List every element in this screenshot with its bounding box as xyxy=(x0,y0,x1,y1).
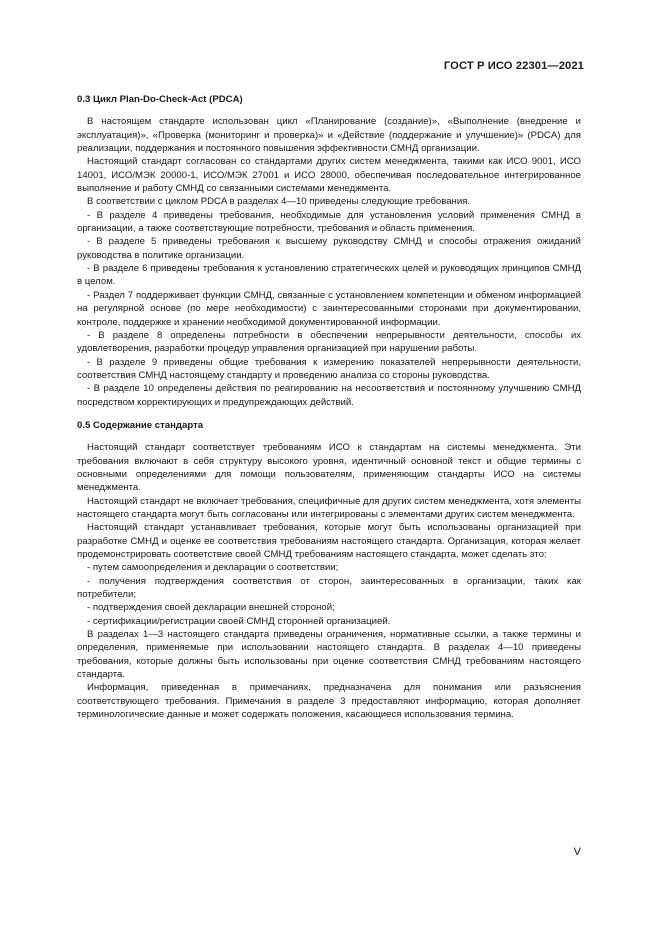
paragraph: - В разделе 10 определены действия по реагированию на несоответствия и постоянному улучшению СМНД посредством корректирующих и предупреждающих действий. xyxy=(77,383,581,408)
document-body xyxy=(77,93,581,721)
paragraph: Настоящий стандарт не включает требования, специфичные для других систем менеджмента, хотя элементы настоящего стандарта могут быть согласованы или интегрированы с элементами других систем менеджмента. xyxy=(77,495,581,520)
paragraph: В настоящем стандарте использован цикл «Планирование (создание)», «Выполнение (внедрение и эксплуатация)», «Проверка (мониторинг и проверка)» и «Действие (поддержание и улучшение)» (PDCA) для реализации, поддержания и постоянного повышения эффективности СМНД организации. xyxy=(77,116,581,155)
paragraph: Настоящий стандарт устанавливает требования, которые могут быть использованы организацией при разработке СМНД и оценке ее соответствия требованиям настоящего стандарта. Организация, которая желает продемонстрировать соответствие своей СМНД требованиям настоящего стандарта, может сделать это: xyxy=(77,522,581,560)
paragraph: - сертификации/регистрации своей СМНД сторонней организацией. xyxy=(87,615,391,627)
paragraph: - В разделе 8 определены потребности в обеспечении непрерывности деятельности, способы их удовлетворения, разработки процедур управления организацией при нарушении работы. xyxy=(77,329,581,355)
paragraph: Настоящий стандарт соответствует требованиям ИСО к стандартам на системы менеджмента. Эти требования включают в себя структуру высокого уровня, идентичный основной текст и общие термины с основными определениями для помощи пользователям, применяющим стандарты ИСО на системы менеджмента. xyxy=(77,442,581,494)
section-heading-0-5: 0.5 Содержание стандарта xyxy=(77,419,204,431)
paragraph: В разделах 1—3 настоящего стандарта приведены ограничения, нормативные ссылки, а также термины и определения, применяемые при использовании настоящего стандарта. В разделах 4—10 приведены требования, которые должны быть использованы при оценке соответствия СМНД требованиям настоящего стандарта. xyxy=(77,629,581,681)
document-header: ГОСТ Р ИСО 22301—2021 xyxy=(443,60,584,72)
paragraph: - путем самоопределения и декларации о соответствии; xyxy=(87,562,339,574)
section-0-5-body xyxy=(77,441,581,721)
paragraph: В соответствии с циклом PDCA в разделах 4—10 приведены следующие требования. xyxy=(87,196,471,208)
paragraph: Настоящий стандарт согласован со стандартами других систем менеджмента, такими как ИСО 9001, ИСО 14001, ИСО/МЭК 20000-1, ИСО/МЭК 27001 и ИСО 28000, обеспечивая последовательное интегрированное выполнение и работу СМНД со связанными системами менеджмента. xyxy=(77,156,581,195)
paragraph: - подтверждения своей декларации внешней стороной; xyxy=(87,602,335,614)
paragraph: Информация, приведенная в примечаниях, предназначена для понимания или разъяснения соответствующего требования. Примечания в разделе 3 предоставляют информацию, которая дополняет терминологические данные и может содержать положения, касающиеся использования термина. xyxy=(77,682,581,721)
section-heading-0-3: 0.3 Цикл Plan-Do-Check-Act (PDCA) xyxy=(77,94,243,105)
paragraph: - Раздел 7 поддерживает функции СМНД, связанные с установлением компетенции и обменом информацией на регулярной основе (по мере необходимости) с заинтересованными сторонами при документировании, контроле, поддержке и хранении необходимой документированной информации. xyxy=(77,289,581,328)
paragraph: - В разделе 6 приведены требования к установлению стратегических целей и руководящих принципов СМНД в целом. xyxy=(77,263,581,288)
paragraph: - получения подтверждения соответствия от сторон, заинтересованных в организации, таких как потребители; xyxy=(77,575,581,601)
paragraph: - В разделе 9 приведены общие требования к измерению показателей непрерывности деятельности, соответствия СМНД настоящему стандарту и проведению анализа со стороны руководства. xyxy=(77,356,581,381)
section-0-3-body xyxy=(77,115,581,409)
page-number: V xyxy=(573,846,581,858)
paragraph: - В разделе 4 приведены требования, необходимые для установления условий применения СМНД в организации, а также соответствующие потребности, требования и область применения. xyxy=(77,209,581,235)
paragraph: - В разделе 5 приведены требования к высшему руководству СМНД и способы отражения ожиданий руководства в политике организации. xyxy=(77,236,581,261)
